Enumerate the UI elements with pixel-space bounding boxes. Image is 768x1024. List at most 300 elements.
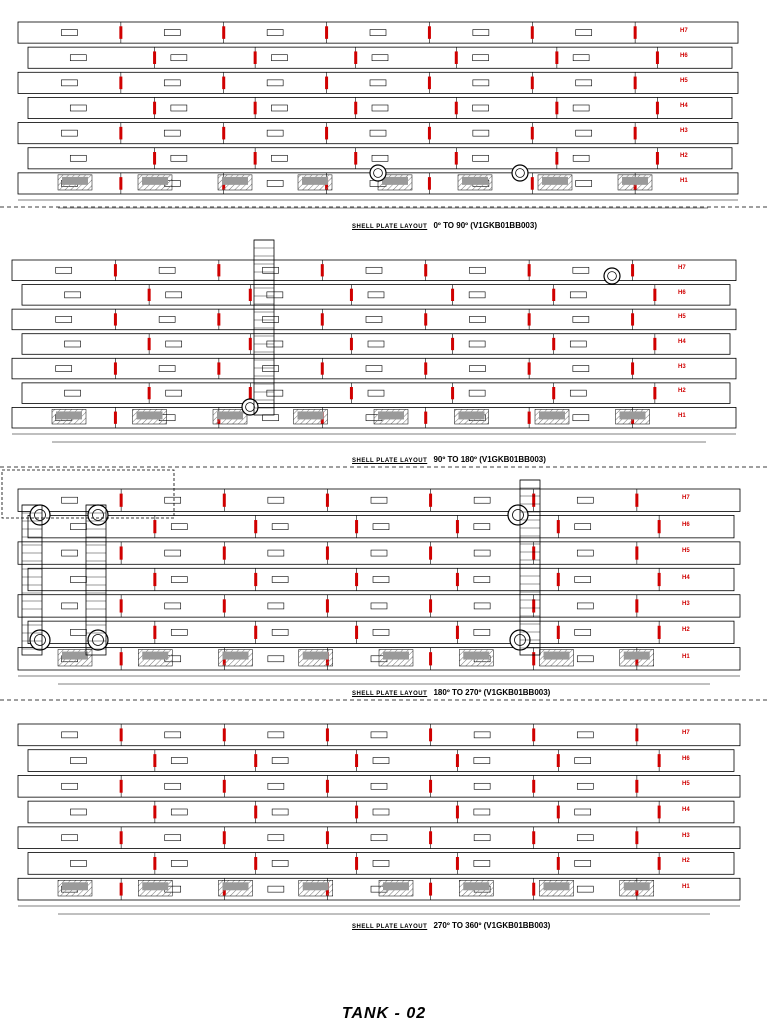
plate-tag [159, 366, 175, 372]
plate-tag [165, 550, 181, 556]
plate-tag [372, 55, 388, 61]
course-label: H2 [680, 153, 688, 160]
weld-seam-marker [321, 362, 324, 374]
plate-tag [166, 292, 182, 298]
manhole-nozzle [508, 505, 528, 525]
plate-tag [573, 267, 589, 273]
weld-seam-marker [557, 626, 560, 639]
plate-tag [272, 860, 288, 866]
weld-seam-marker [350, 338, 353, 350]
panel-title-1 [352, 221, 537, 230]
panel-title-3 [352, 688, 550, 697]
weld-seam-marker [326, 780, 329, 793]
course-label: H5 [682, 781, 690, 788]
plate-tag [371, 603, 387, 609]
plate-tag [70, 105, 86, 111]
plate-tag [372, 105, 388, 111]
shell-course [22, 383, 730, 404]
shell-course [28, 97, 732, 118]
plate-tag [166, 390, 182, 396]
weld-seam-marker [532, 494, 535, 507]
weld-seam-marker [217, 264, 220, 276]
weld-seam-marker [635, 599, 638, 612]
plate-tag [70, 524, 86, 530]
weld-seam-marker [631, 313, 634, 325]
course-label: H4 [682, 807, 690, 813]
weld-seam-marker [557, 806, 560, 819]
plate-tag [65, 292, 81, 298]
weld-tag [62, 882, 88, 890]
plate-tag [61, 80, 77, 86]
plate-tag [575, 860, 591, 866]
plate-tag [164, 130, 180, 136]
plate-tag [268, 783, 284, 789]
panel-4 [18, 724, 740, 914]
plate-tag [577, 497, 593, 503]
weld-seam-marker [456, 857, 459, 870]
weld-tag [142, 882, 168, 890]
weld-tag [223, 882, 249, 890]
manhole-nozzle [30, 505, 50, 525]
weld-seam-marker [223, 728, 226, 741]
course-label: H7 [678, 265, 686, 272]
course-label: H1 [678, 412, 686, 419]
plate-tag [268, 603, 284, 609]
panel-title-text: 270º TO 360º (V1GKB01BB003) [433, 921, 551, 930]
plate-tag [62, 497, 78, 503]
weld-seam-marker [455, 102, 458, 115]
manhole-nozzle [604, 268, 620, 284]
plate-tag [575, 758, 591, 764]
weld-seam-marker [528, 362, 531, 374]
plate-tag [70, 629, 86, 635]
weld-seam-marker [532, 831, 535, 844]
weld-tag [223, 652, 249, 660]
shell-course [28, 47, 732, 68]
weld-seam-marker [658, 573, 661, 586]
weld-seam-marker [254, 626, 257, 639]
weld-seam-marker [428, 77, 431, 90]
course-label: H2 [682, 858, 690, 865]
weld-seam-marker [532, 728, 535, 741]
plate-tag [62, 550, 78, 556]
plate-tag [370, 130, 386, 136]
weld-seam-marker [557, 754, 560, 767]
plate-tag [575, 809, 591, 815]
weld-seam-marker [424, 412, 427, 424]
shell-course [18, 489, 740, 511]
plate-tag [474, 603, 490, 609]
plate-tag [165, 783, 181, 789]
plate-tag [573, 155, 589, 161]
weld-seam-marker [456, 626, 459, 639]
weld-seam-marker [658, 520, 661, 533]
weld-seam-marker [634, 77, 637, 90]
weld-seam-marker [148, 289, 151, 301]
plate-tag [268, 656, 284, 662]
plate-tag [570, 341, 586, 347]
weld-seam-marker [326, 831, 329, 844]
weld-seam-marker [120, 652, 123, 665]
weld-seam-marker [528, 264, 531, 276]
weld-seam-marker [148, 387, 151, 399]
plate-tag [469, 341, 485, 347]
weld-seam-marker [455, 51, 458, 64]
weld-seam-marker [223, 780, 226, 793]
weld-seam-marker [658, 754, 661, 767]
plate-tag [474, 732, 490, 738]
course-label: H7 [680, 27, 688, 34]
weld-seam-marker [424, 362, 427, 374]
weld-seam-marker [321, 313, 324, 325]
panel-title-text: 90º TO 180º (V1GKB01BB003) [433, 455, 546, 464]
weld-seam-marker [634, 26, 637, 39]
plate-tag [474, 524, 490, 530]
plate-tag [164, 30, 180, 36]
weld-seam-marker [254, 754, 257, 767]
plate-tag [469, 316, 485, 322]
plate-tag [171, 524, 187, 530]
plate-tag [171, 55, 187, 61]
plate-tag [268, 886, 284, 892]
plate-tag [65, 341, 81, 347]
weld-seam-marker [222, 77, 225, 90]
weld-seam-marker [119, 77, 122, 90]
shell-course [18, 123, 738, 144]
course-label: H5 [682, 548, 690, 555]
plate-tag [62, 732, 78, 738]
plate-tag [474, 577, 490, 583]
course-label: H4 [680, 103, 688, 109]
weld-seam-marker [451, 338, 454, 350]
course-label: H6 [680, 52, 688, 59]
plate-tag [165, 603, 181, 609]
plate-tag [370, 80, 386, 86]
weld-seam-marker [552, 387, 555, 399]
shell-course [18, 22, 738, 43]
weld-seam-marker [120, 599, 123, 612]
plate-tag [573, 366, 589, 372]
course-label: H1 [682, 653, 690, 660]
plate-tag [576, 130, 592, 136]
weld-seam-marker [355, 626, 358, 639]
plate-tag [268, 550, 284, 556]
plate-tag [268, 497, 284, 503]
weld-tag [624, 882, 650, 890]
weld-tag [459, 411, 485, 419]
weld-tag [142, 652, 168, 660]
weld-tag [298, 411, 324, 419]
weld-seam-marker [355, 520, 358, 533]
weld-seam-marker [153, 152, 156, 165]
weld-seam-marker [223, 599, 226, 612]
plate-tag [171, 809, 187, 815]
detail-callout-box [2, 470, 174, 518]
document-footer-title: TANK - 02 [341, 1005, 427, 1022]
weld-seam-marker [223, 494, 226, 507]
weld-seam-marker [153, 520, 156, 533]
shell-course [28, 853, 734, 875]
panel-title-text: 180º TO 270º (V1GKB01BB003) [433, 688, 551, 697]
plate-tag [573, 415, 589, 421]
weld-seam-marker [153, 806, 156, 819]
weld-seam-marker [653, 387, 656, 399]
weld-seam-marker [254, 806, 257, 819]
weld-seam-marker [217, 362, 220, 374]
weld-tag [142, 177, 168, 185]
weld-seam-marker [631, 362, 634, 374]
plate-tag [576, 180, 592, 186]
shell-course [28, 621, 734, 643]
plate-tag [368, 292, 384, 298]
weld-seam-marker [456, 573, 459, 586]
plate-tag [474, 550, 490, 556]
weld-seam-marker [528, 412, 531, 424]
weld-seam-marker [555, 102, 558, 115]
weld-seam-marker [354, 102, 357, 115]
shell-course [18, 775, 740, 797]
plate-tag [70, 809, 86, 815]
weld-seam-marker [120, 883, 123, 896]
plate-tag [171, 577, 187, 583]
weld-seam-marker [120, 831, 123, 844]
plate-tag [371, 783, 387, 789]
weld-tag [544, 882, 570, 890]
plate-tag [171, 105, 187, 111]
plate-tag [577, 656, 593, 662]
weld-seam-marker [120, 546, 123, 559]
weld-seam-marker [326, 599, 329, 612]
weld-seam-marker [254, 102, 257, 115]
weld-seam-marker [429, 883, 432, 896]
plate-tag [469, 366, 485, 372]
weld-seam-marker [456, 754, 459, 767]
plate-tag [473, 80, 489, 86]
weld-seam-marker [456, 520, 459, 533]
weld-seam-marker [222, 26, 225, 39]
weld-seam-marker [325, 26, 328, 39]
plate-tag [366, 316, 382, 322]
weld-seam-marker [653, 289, 656, 301]
weld-seam-marker [532, 599, 535, 612]
weld-seam-marker [254, 152, 257, 165]
plate-tag [371, 497, 387, 503]
weld-tag [620, 411, 646, 419]
plate-tag [368, 390, 384, 396]
plate-tag [62, 603, 78, 609]
plate-tag [65, 390, 81, 396]
manhole-nozzle [242, 399, 258, 415]
weld-seam-marker [120, 780, 123, 793]
plate-tag [577, 783, 593, 789]
plate-tag [573, 55, 589, 61]
weld-tag [62, 652, 88, 660]
shell-course [18, 724, 740, 746]
weld-seam-marker [355, 754, 358, 767]
weld-seam-marker [428, 26, 431, 39]
weld-seam-marker [114, 412, 117, 424]
shell-course [18, 542, 740, 564]
weld-seam-marker [321, 264, 324, 276]
plate-tag [263, 267, 279, 273]
plate-tag [370, 30, 386, 36]
plate-tag [371, 732, 387, 738]
plate-tag [70, 860, 86, 866]
weld-seam-marker [429, 652, 432, 665]
plate-tag [474, 835, 490, 841]
weld-seam-marker [355, 806, 358, 819]
weld-seam-marker [119, 26, 122, 39]
weld-seam-marker [531, 77, 534, 90]
plate-tag [371, 835, 387, 841]
weld-tag [303, 882, 329, 890]
weld-seam-marker [528, 313, 531, 325]
plate-tag [570, 390, 586, 396]
plate-tag [61, 30, 77, 36]
plate-tag [577, 732, 593, 738]
weld-tag [544, 652, 570, 660]
plate-tag [159, 267, 175, 273]
weld-seam-marker [635, 494, 638, 507]
weld-seam-marker [114, 264, 117, 276]
weld-seam-marker [451, 387, 454, 399]
plate-tag [368, 341, 384, 347]
plate-tag [575, 629, 591, 635]
weld-seam-marker [424, 313, 427, 325]
weld-seam-marker [658, 857, 661, 870]
plate-tag [268, 732, 284, 738]
weld-tag [622, 177, 648, 185]
weld-seam-marker [254, 857, 257, 870]
plate-tag [268, 835, 284, 841]
shell-course [28, 515, 734, 537]
weld-tag [222, 177, 248, 185]
course-label: H1 [680, 178, 688, 185]
plate-tag [373, 629, 389, 635]
weld-seam-marker [249, 387, 252, 399]
weld-seam-marker [153, 626, 156, 639]
plate-tag [267, 292, 283, 298]
plate-tag [267, 390, 283, 396]
weld-tag [217, 411, 243, 419]
weld-seam-marker [153, 857, 156, 870]
plate-tag [271, 105, 287, 111]
weld-tag [539, 411, 565, 419]
course-label: H2 [678, 388, 686, 395]
weld-seam-marker [429, 780, 432, 793]
weld-seam-marker [153, 51, 156, 64]
plate-tag [474, 860, 490, 866]
course-label: H3 [678, 363, 686, 370]
weld-seam-marker [119, 127, 122, 140]
plate-tag [70, 758, 86, 764]
plate-tag [171, 155, 187, 161]
weld-seam-marker [656, 152, 659, 165]
plate-tag [267, 30, 283, 36]
plate-tag [474, 783, 490, 789]
weld-seam-marker [557, 573, 560, 586]
plate-tag [577, 550, 593, 556]
panel-title-4 [352, 921, 550, 930]
plate-tag [263, 366, 279, 372]
shell-course [18, 72, 738, 93]
plate-tag [474, 629, 490, 635]
shell-course [28, 568, 734, 590]
weld-seam-marker [456, 806, 459, 819]
course-label: H4 [678, 339, 686, 345]
course-label: H3 [680, 128, 688, 135]
manhole-nozzle [370, 165, 386, 181]
weld-seam-marker [325, 127, 328, 140]
plate-tag [474, 809, 490, 815]
weld-seam-marker [428, 177, 431, 190]
plate-tag [171, 629, 187, 635]
weld-seam-marker [429, 494, 432, 507]
weld-seam-marker [656, 51, 659, 64]
weld-seam-marker [555, 51, 558, 64]
weld-tag [383, 652, 409, 660]
weld-seam-marker [557, 520, 560, 533]
weld-tag [56, 411, 82, 419]
weld-seam-marker [354, 51, 357, 64]
plate-tag [573, 316, 589, 322]
weld-seam-marker [531, 177, 534, 190]
plate-tag [56, 316, 72, 322]
shell-course [22, 285, 730, 306]
weld-seam-marker [350, 289, 353, 301]
plate-tag [271, 55, 287, 61]
plate-tag [272, 629, 288, 635]
weld-seam-marker [114, 313, 117, 325]
weld-seam-marker [532, 883, 535, 896]
plate-tag [575, 577, 591, 583]
weld-seam-marker [153, 754, 156, 767]
weld-seam-marker [119, 177, 122, 190]
plate-tag [165, 732, 181, 738]
plate-tag [373, 577, 389, 583]
panel-caption: SHELL PLATE LAYOUT [352, 691, 428, 697]
weld-tag [463, 652, 489, 660]
plate-tag [263, 415, 279, 421]
plate-tag [267, 180, 283, 186]
weld-seam-marker [455, 152, 458, 165]
plate-tag [159, 316, 175, 322]
plate-tag [577, 603, 593, 609]
plate-tag [469, 267, 485, 273]
weld-seam-marker [552, 289, 555, 301]
plate-tag [272, 577, 288, 583]
course-label: H2 [682, 627, 690, 634]
weld-seam-marker [451, 289, 454, 301]
plate-tag [573, 105, 589, 111]
plate-tag [576, 30, 592, 36]
weld-seam-marker [656, 102, 659, 115]
plate-tag [474, 497, 490, 503]
plate-tag [469, 292, 485, 298]
manhole-nozzle [512, 165, 528, 181]
plate-tag [267, 130, 283, 136]
weld-seam-marker [635, 780, 638, 793]
weld-seam-marker [254, 51, 257, 64]
weld-seam-marker [658, 806, 661, 819]
weld-seam-marker [222, 127, 225, 140]
weld-tag [624, 652, 650, 660]
weld-seam-marker [355, 857, 358, 870]
weld-tag [463, 882, 489, 890]
weld-seam-marker [428, 127, 431, 140]
plate-tag [474, 758, 490, 764]
weld-seam-marker [217, 313, 220, 325]
